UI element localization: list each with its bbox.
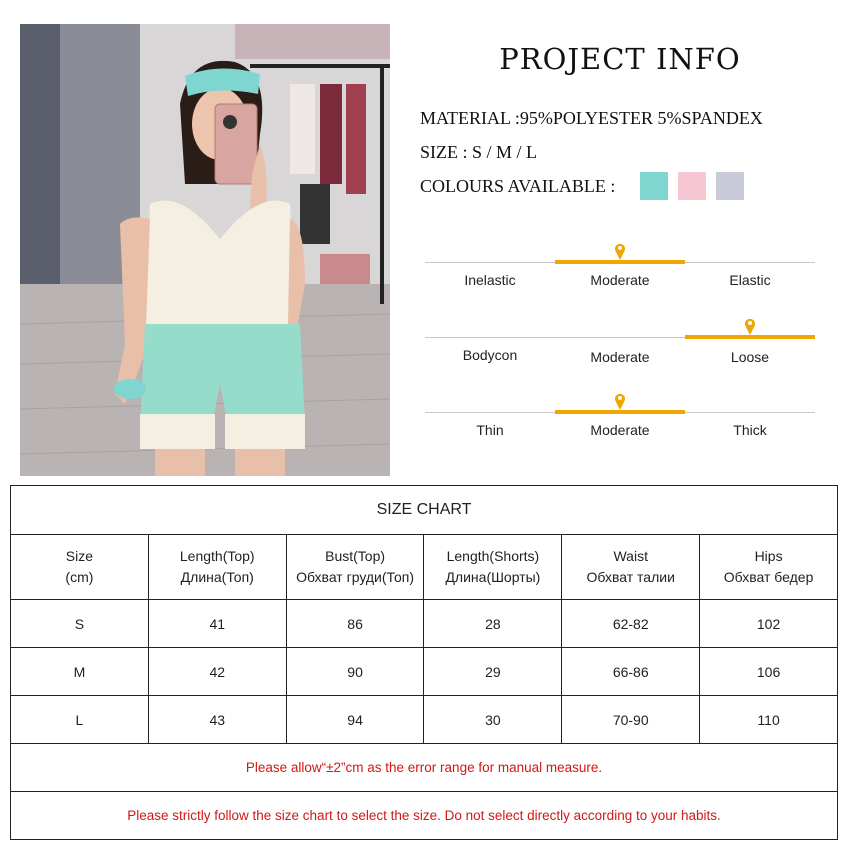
size-chart-title-row bbox=[11, 486, 838, 535]
table-cell: 29 bbox=[424, 648, 562, 696]
scale-label-loose: Loose bbox=[730, 349, 770, 365]
table-cell: 30 bbox=[424, 696, 562, 744]
header-bust-top-ru: Обхват груди(Топ) bbox=[296, 569, 415, 585]
table-row bbox=[11, 600, 838, 648]
scale-label-inelastic: Inelastic bbox=[464, 272, 516, 288]
table-cell: 62-82 bbox=[562, 600, 700, 648]
table-cell: 90 bbox=[286, 648, 424, 696]
scale-label-moderate: Moderate bbox=[590, 272, 650, 288]
header-size-en: Size bbox=[65, 548, 94, 564]
size-chart-table bbox=[10, 485, 838, 840]
material-text: MATERIAL :95%POLYESTER 5%SPANDEX bbox=[420, 108, 763, 128]
location-pin-icon bbox=[744, 317, 756, 335]
header-length-top-en: Length(Top) bbox=[179, 548, 255, 564]
header-bust-top-en: Bust(Top) bbox=[325, 548, 386, 564]
elasticity-scale bbox=[425, 240, 815, 300]
scale-indicator-bar bbox=[555, 410, 685, 414]
size-chart-header-row bbox=[11, 535, 838, 600]
table-cell: 94 bbox=[286, 696, 424, 744]
header-length-top bbox=[148, 535, 286, 600]
header-size bbox=[11, 535, 149, 600]
table-row bbox=[11, 648, 838, 696]
scale-label-elastic: Elastic bbox=[729, 272, 771, 288]
header-hips bbox=[700, 535, 838, 600]
colour-swatch-mint bbox=[640, 172, 668, 200]
location-pin-icon bbox=[614, 392, 626, 410]
measurement-error-note: Please allow“±2”cm as the error range for manual measure. bbox=[11, 744, 838, 792]
scale-label-thick: Thick bbox=[733, 422, 767, 438]
table-cell: 70-90 bbox=[562, 696, 700, 744]
product-photo bbox=[20, 24, 390, 476]
size-advice-note: Please strictly follow the size chart to select the size. Do not select directly according to your habits. bbox=[11, 792, 838, 840]
table-cell: M bbox=[11, 648, 149, 696]
header-length-shorts-ru: Длина(Шорты) bbox=[445, 569, 541, 585]
scale-indicator-bar bbox=[555, 260, 685, 264]
table-cell: 106 bbox=[700, 648, 838, 696]
colour-swatch-grey bbox=[716, 172, 744, 200]
header-length-shorts-en: Length(Shorts) bbox=[446, 548, 540, 564]
project-info-title: PROJECT INFO bbox=[499, 42, 741, 76]
scale-indicator-bar bbox=[685, 335, 815, 339]
header-size-unit: (cm) bbox=[65, 569, 94, 585]
header-waist bbox=[562, 535, 700, 600]
thickness-scale bbox=[425, 390, 815, 450]
scale-label-thin: Thin bbox=[476, 422, 504, 438]
size-chart-title: SIZE CHART bbox=[11, 486, 838, 535]
table-cell: 42 bbox=[148, 648, 286, 696]
scale-label-moderate: Moderate bbox=[590, 349, 650, 365]
table-cell: 102 bbox=[700, 600, 838, 648]
table-cell: 28 bbox=[424, 600, 562, 648]
table-cell: 66-86 bbox=[562, 648, 700, 696]
measurement-note-row bbox=[11, 744, 838, 792]
header-bust-top bbox=[286, 535, 424, 600]
header-hips-en: Hips bbox=[754, 548, 783, 564]
fit-scale bbox=[425, 315, 815, 375]
header-length-shorts bbox=[424, 535, 562, 600]
header-waist-ru: Обхват талии bbox=[586, 569, 675, 585]
scale-label-moderate: Moderate bbox=[590, 422, 650, 438]
colours-label: COLOURS AVAILABLE : bbox=[420, 176, 616, 196]
table-row bbox=[11, 696, 838, 744]
table-cell: 43 bbox=[148, 696, 286, 744]
table-cell: S bbox=[11, 600, 149, 648]
header-waist-en: Waist bbox=[613, 548, 648, 564]
table-cell: 86 bbox=[286, 600, 424, 648]
location-pin-icon bbox=[614, 242, 626, 260]
header-hips-ru: Обхват бедер bbox=[723, 569, 814, 585]
header-length-top-ru: Длина(Топ) bbox=[180, 569, 254, 585]
scale-label-bodycon: Bodycon bbox=[462, 347, 518, 363]
table-cell: 41 bbox=[148, 600, 286, 648]
table-cell: 110 bbox=[700, 696, 838, 744]
size-advice-row bbox=[11, 792, 838, 840]
table-cell: L bbox=[11, 696, 149, 744]
size-text: SIZE : S / M / L bbox=[420, 142, 538, 162]
colour-swatch-pink bbox=[678, 172, 706, 200]
